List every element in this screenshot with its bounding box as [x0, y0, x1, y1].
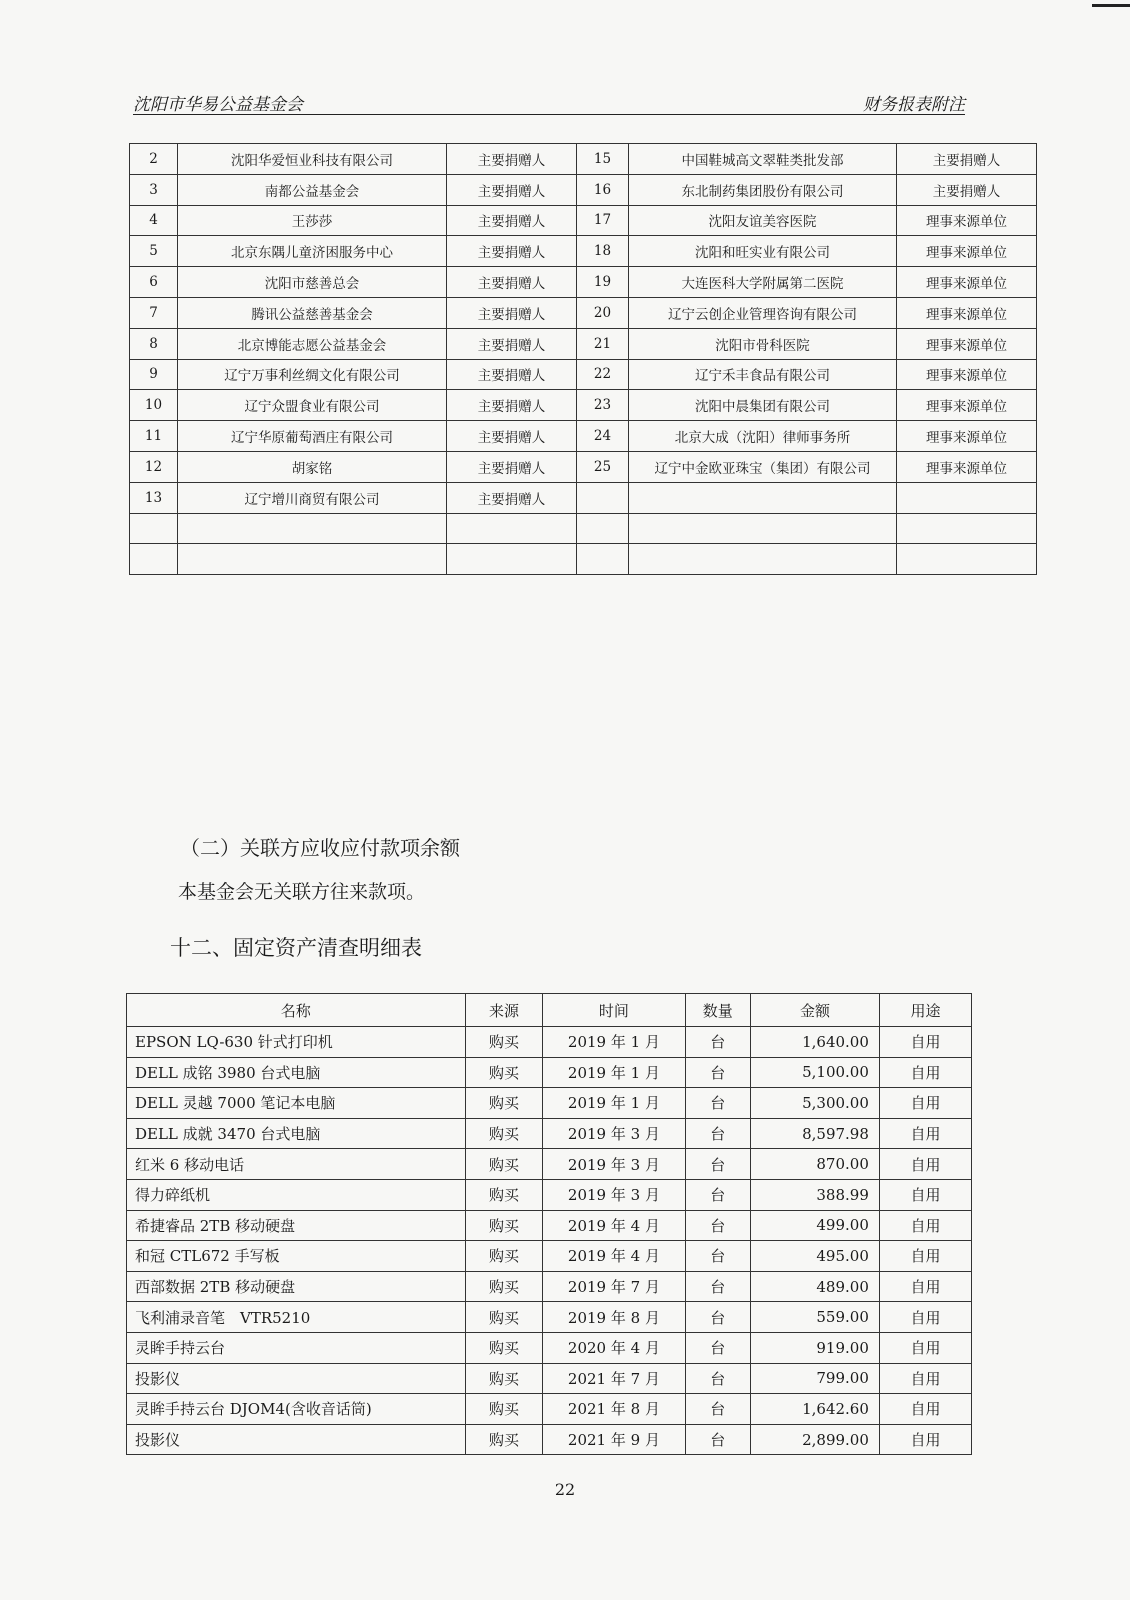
cell-use: 自用	[879, 1210, 971, 1241]
cell-type-right: 理事来源单位	[897, 328, 1037, 359]
cell-no-left: 13	[130, 482, 178, 513]
cell-name-left: 辽宁众盟食业有限公司	[178, 390, 447, 421]
table-header-row	[127, 994, 972, 1027]
cell-time: 2019 年 8 月	[543, 1302, 685, 1333]
table-row	[130, 205, 1037, 236]
table-row	[127, 1057, 972, 1088]
cell-use: 自用	[879, 1088, 971, 1119]
cell-use: 自用	[879, 1363, 971, 1394]
cell-source: 购买	[465, 1118, 543, 1149]
cell-qty: 台	[685, 1302, 750, 1333]
cell-qty: 台	[685, 1118, 750, 1149]
cell-name: 红米 6 移动电话	[127, 1149, 466, 1180]
cell-no-left: 7	[130, 297, 178, 328]
cell-no-left	[130, 513, 178, 544]
cell-name: 和冠 CTL672 手写板	[127, 1241, 466, 1272]
cell-type-right	[897, 513, 1037, 544]
cell-source: 购买	[465, 1057, 543, 1088]
related-party-table	[129, 143, 1037, 575]
page-number: 22	[554, 1480, 576, 1499]
table-row	[127, 1088, 972, 1119]
cell-source: 购买	[465, 1302, 543, 1333]
cell-use: 自用	[879, 1057, 971, 1088]
table-row	[127, 1394, 972, 1425]
cell-no-right: 24	[577, 421, 629, 452]
cell-no-right: 22	[577, 359, 629, 390]
cell-name: 灵眸手持云台	[127, 1332, 466, 1363]
cell-no-left: 6	[130, 267, 178, 298]
cell-amount: 799.00	[751, 1363, 880, 1394]
cell-no-left: 5	[130, 236, 178, 267]
cell-no-left: 4	[130, 205, 178, 236]
cell-name-left	[178, 544, 447, 575]
cell-type-left: 主要捐赠人	[447, 297, 577, 328]
page-header	[133, 90, 965, 115]
cell-qty: 台	[685, 1424, 750, 1455]
cell-qty: 台	[685, 1332, 750, 1363]
col-header-time: 时间	[543, 994, 685, 1027]
cell-qty: 台	[685, 1271, 750, 1302]
cell-amount: 870.00	[751, 1149, 880, 1180]
cell-no-right	[577, 513, 629, 544]
cell-name-right: 北京大成（沈阳）律师事务所	[629, 421, 897, 452]
cell-no-left: 8	[130, 328, 178, 359]
cell-no-right: 17	[577, 205, 629, 236]
cell-name-left: 沈阳华爱恒业科技有限公司	[178, 144, 447, 175]
cell-qty: 台	[685, 1241, 750, 1272]
table-row	[130, 482, 1037, 513]
section-title-related-balances: （二）关联方应收应付款项余额	[180, 836, 460, 860]
cell-source: 购买	[465, 1363, 543, 1394]
cell-name-left: 胡家铭	[178, 451, 447, 482]
cell-qty: 台	[685, 1394, 750, 1425]
cell-no-right: 20	[577, 297, 629, 328]
cell-no-left: 9	[130, 359, 178, 390]
col-header-name: 名称	[127, 994, 466, 1027]
header-section: 财务报表附注	[863, 95, 965, 115]
cell-name-right: 中国鞋城高文翠鞋类批发部	[629, 144, 897, 175]
cell-amount: 499.00	[751, 1210, 880, 1241]
cell-type-left: 主要捐赠人	[447, 174, 577, 205]
cell-type-left	[447, 513, 577, 544]
cell-type-left: 主要捐赠人	[447, 328, 577, 359]
cell-qty: 台	[685, 1210, 750, 1241]
table-row	[127, 1179, 972, 1210]
cell-name: DELL 成就 3470 台式电脑	[127, 1118, 466, 1149]
cell-type-right: 理事来源单位	[897, 390, 1037, 421]
cell-no-right: 16	[577, 174, 629, 205]
table-row	[130, 421, 1037, 452]
cell-no-left: 11	[130, 421, 178, 452]
cell-type-right: 理事来源单位	[897, 297, 1037, 328]
cell-type-right	[897, 482, 1037, 513]
cell-time: 2019 年 1 月	[543, 1027, 685, 1058]
cell-name-right: 辽宁中金欧亚珠宝（集团）有限公司	[629, 451, 897, 482]
cell-type-left: 主要捐赠人	[447, 236, 577, 267]
cell-source: 购买	[465, 1027, 543, 1058]
cell-amount: 559.00	[751, 1302, 880, 1333]
cell-name-left: 北京东隅儿童济困服务中心	[178, 236, 447, 267]
cell-time: 2019 年 4 月	[543, 1241, 685, 1272]
cell-type-left	[447, 544, 577, 575]
cell-name-left	[178, 513, 447, 544]
cell-no-left: 2	[130, 144, 178, 175]
cell-amount: 495.00	[751, 1241, 880, 1272]
cell-qty: 台	[685, 1027, 750, 1058]
cell-type-left: 主要捐赠人	[447, 205, 577, 236]
cell-source: 购买	[465, 1149, 543, 1180]
col-header-source: 来源	[465, 994, 543, 1027]
cell-name-right: 辽宁云创企业管理咨询有限公司	[629, 297, 897, 328]
cell-name: EPSON LQ-630 针式打印机	[127, 1027, 466, 1058]
cell-no-left: 12	[130, 451, 178, 482]
cell-source: 购买	[465, 1394, 543, 1425]
cell-use: 自用	[879, 1179, 971, 1210]
cell-name-right	[629, 482, 897, 513]
cell-name: 西部数据 2TB 移动硬盘	[127, 1271, 466, 1302]
cell-no-right: 21	[577, 328, 629, 359]
cell-name-left: 辽宁万事利丝绸文化有限公司	[178, 359, 447, 390]
cell-no-left: 10	[130, 390, 178, 421]
cell-qty: 台	[685, 1179, 750, 1210]
cell-name-left: 腾讯公益慈善基金会	[178, 297, 447, 328]
cell-time: 2019 年 1 月	[543, 1057, 685, 1088]
cell-name-right: 东北制药集团股份有限公司	[629, 174, 897, 205]
table-row	[130, 390, 1037, 421]
cell-name: 投影仪	[127, 1363, 466, 1394]
cell-name-right: 沈阳市骨科医院	[629, 328, 897, 359]
cell-source: 购买	[465, 1332, 543, 1363]
cell-name: 灵眸手持云台 DJOM4(含收音话筒)	[127, 1394, 466, 1425]
cell-source: 购买	[465, 1424, 543, 1455]
cell-time: 2020 年 4 月	[543, 1332, 685, 1363]
cell-time: 2019 年 1 月	[543, 1088, 685, 1119]
cell-source: 购买	[465, 1088, 543, 1119]
table-row	[127, 1424, 972, 1455]
cell-name: 飞利浦录音笔 VTR5210	[127, 1302, 466, 1333]
cell-type-right: 理事来源单位	[897, 451, 1037, 482]
table-row	[130, 174, 1037, 205]
table-row	[127, 1027, 972, 1058]
table-row	[127, 1241, 972, 1272]
cell-time: 2019 年 4 月	[543, 1210, 685, 1241]
cell-amount: 5,100.00	[751, 1057, 880, 1088]
table-row	[130, 544, 1037, 575]
table-row	[127, 1302, 972, 1333]
cell-use: 自用	[879, 1424, 971, 1455]
cell-amount: 919.00	[751, 1332, 880, 1363]
cell-amount: 1,642.60	[751, 1394, 880, 1425]
cell-amount: 388.99	[751, 1179, 880, 1210]
cell-name-right: 沈阳友谊美容医院	[629, 205, 897, 236]
section-text-related-balances: 本基金会无关联方往来款项。	[178, 881, 426, 903]
cell-time: 2019 年 3 月	[543, 1118, 685, 1149]
cell-no-left	[130, 544, 178, 575]
table-row	[130, 451, 1037, 482]
cell-source: 购买	[465, 1271, 543, 1302]
cell-time: 2019 年 3 月	[543, 1149, 685, 1180]
cell-name-right	[629, 513, 897, 544]
cell-use: 自用	[879, 1149, 971, 1180]
table-row	[127, 1210, 972, 1241]
cell-amount: 489.00	[751, 1271, 880, 1302]
cell-use: 自用	[879, 1332, 971, 1363]
cell-name-left: 南都公益基金会	[178, 174, 447, 205]
cell-type-left: 主要捐赠人	[447, 390, 577, 421]
table-row	[130, 236, 1037, 267]
corner-mark	[1092, 4, 1130, 7]
cell-type-left: 主要捐赠人	[447, 482, 577, 513]
cell-source: 购买	[465, 1241, 543, 1272]
cell-no-right	[577, 544, 629, 575]
cell-name-right: 辽宁禾丰食品有限公司	[629, 359, 897, 390]
table-row	[127, 1271, 972, 1302]
section-title-fixed-assets: 十二、固定资产清查明细表	[170, 936, 422, 960]
cell-type-left: 主要捐赠人	[447, 267, 577, 298]
col-header-use: 用途	[879, 994, 971, 1027]
cell-name-left: 王莎莎	[178, 205, 447, 236]
cell-type-right: 主要捐赠人	[897, 144, 1037, 175]
cell-name: 投影仪	[127, 1424, 466, 1455]
cell-use: 自用	[879, 1241, 971, 1272]
cell-source: 购买	[465, 1210, 543, 1241]
cell-amount: 1,640.00	[751, 1027, 880, 1058]
table-row	[130, 359, 1037, 390]
cell-no-right: 18	[577, 236, 629, 267]
cell-use: 自用	[879, 1394, 971, 1425]
cell-type-left: 主要捐赠人	[447, 359, 577, 390]
cell-qty: 台	[685, 1149, 750, 1180]
cell-time: 2021 年 7 月	[543, 1363, 685, 1394]
cell-no-right: 23	[577, 390, 629, 421]
fixed-assets-table	[126, 993, 972, 1455]
table-row	[130, 144, 1037, 175]
cell-use: 自用	[879, 1027, 971, 1058]
cell-name: DELL 灵越 7000 笔记本电脑	[127, 1088, 466, 1119]
table-row	[127, 1363, 972, 1394]
cell-type-right: 理事来源单位	[897, 267, 1037, 298]
cell-name: 得力碎纸机	[127, 1179, 466, 1210]
cell-name-left: 北京博能志愿公益基金会	[178, 328, 447, 359]
cell-type-right	[897, 544, 1037, 575]
cell-amount: 8,597.98	[751, 1118, 880, 1149]
cell-type-left: 主要捐赠人	[447, 421, 577, 452]
cell-use: 自用	[879, 1271, 971, 1302]
table-row	[127, 1118, 972, 1149]
cell-qty: 台	[685, 1057, 750, 1088]
table-row	[127, 1332, 972, 1363]
cell-type-left: 主要捐赠人	[447, 144, 577, 175]
cell-amount: 2,899.00	[751, 1424, 880, 1455]
cell-name-right: 沈阳和旺实业有限公司	[629, 236, 897, 267]
table-row	[127, 1149, 972, 1180]
cell-time: 2019 年 3 月	[543, 1179, 685, 1210]
cell-name: 希捷睿品 2TB 移动硬盘	[127, 1210, 466, 1241]
col-header-amount: 金额	[751, 994, 880, 1027]
cell-source: 购买	[465, 1179, 543, 1210]
header-org: 沈阳市华易公益基金会	[133, 95, 303, 115]
cell-no-right	[577, 482, 629, 513]
cell-qty: 台	[685, 1088, 750, 1119]
cell-type-right: 主要捐赠人	[897, 174, 1037, 205]
cell-name-right	[629, 544, 897, 575]
cell-use: 自用	[879, 1302, 971, 1333]
table-row	[130, 267, 1037, 298]
cell-name-left: 沈阳市慈善总会	[178, 267, 447, 298]
cell-amount: 5,300.00	[751, 1088, 880, 1119]
cell-type-right: 理事来源单位	[897, 359, 1037, 390]
cell-name-left: 辽宁增川商贸有限公司	[178, 482, 447, 513]
cell-no-right: 15	[577, 144, 629, 175]
cell-no-left: 3	[130, 174, 178, 205]
cell-name-left: 辽宁华原葡萄酒庄有限公司	[178, 421, 447, 452]
cell-use: 自用	[879, 1118, 971, 1149]
cell-type-right: 理事来源单位	[897, 236, 1037, 267]
cell-type-left: 主要捐赠人	[447, 451, 577, 482]
cell-name-right: 大连医科大学附属第二医院	[629, 267, 897, 298]
col-header-qty: 数量	[685, 994, 750, 1027]
cell-no-right: 19	[577, 267, 629, 298]
cell-time: 2021 年 9 月	[543, 1424, 685, 1455]
table-row	[130, 513, 1037, 544]
cell-type-right: 理事来源单位	[897, 205, 1037, 236]
cell-qty: 台	[685, 1363, 750, 1394]
cell-type-right: 理事来源单位	[897, 421, 1037, 452]
cell-time: 2019 年 7 月	[543, 1271, 685, 1302]
table-row	[130, 328, 1037, 359]
cell-no-right: 25	[577, 451, 629, 482]
cell-time: 2021 年 8 月	[543, 1394, 685, 1425]
cell-name: DELL 成铭 3980 台式电脑	[127, 1057, 466, 1088]
cell-name-right: 沈阳中晨集团有限公司	[629, 390, 897, 421]
table-row	[130, 297, 1037, 328]
